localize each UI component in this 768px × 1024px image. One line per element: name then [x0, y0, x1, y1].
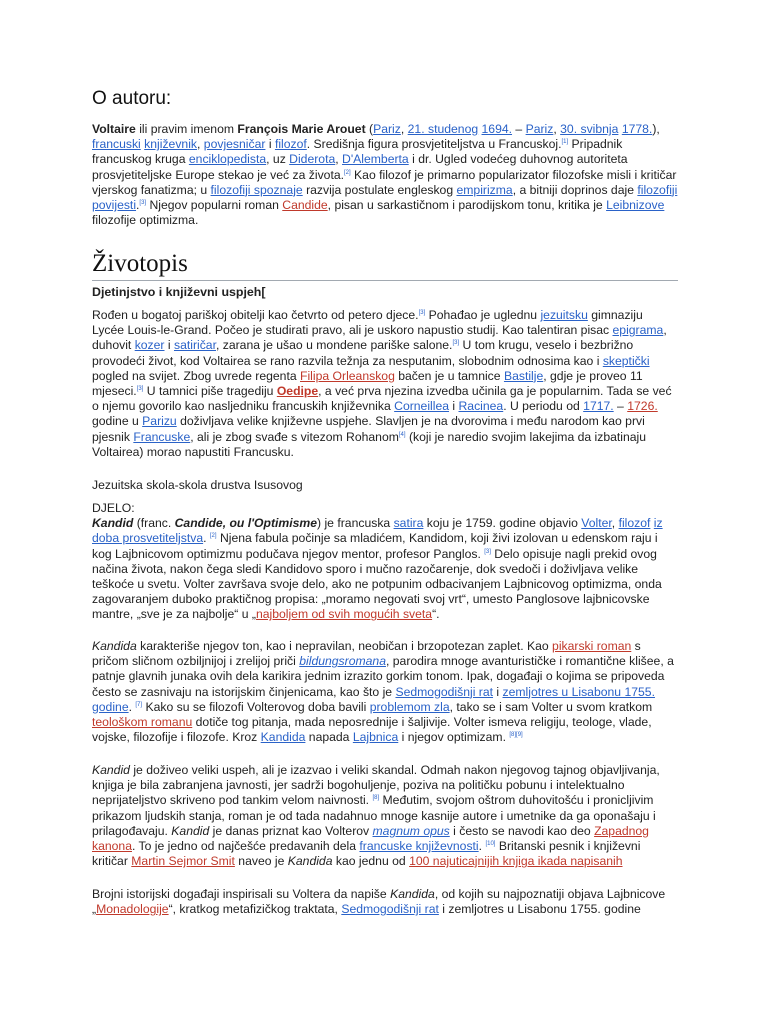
text: , gdje je proveo 11 mjeseci.	[92, 368, 643, 399]
reference[interactable]: [2]	[344, 169, 351, 176]
text: i	[449, 399, 459, 414]
link-najboljem-sveta[interactable]: najboljem od svih mogućih sveta	[255, 607, 433, 622]
text: je doživeo veliki uspeh, ali je izazvao i veliki skandal. Odmah nakon njegovog tajnog objavljivanja, knjiga je bila zabranjena javnosti, jer sadrži bogohuljenje, poziva na političku pobunu i intelektualno neprijateljstvo skriveno pod tankim velom naivnosti.	[92, 763, 660, 808]
text: U tamnici piše tragediju	[143, 384, 277, 399]
text: ,	[197, 137, 204, 152]
text: , od kojih su najpoznatiji objava Lajbnicove „	[92, 887, 666, 917]
text: , parodira mnoge avanturističke i romantične klišee, a patnje glavnih junaka ovih dela karikira jednim izrazito gorkim tonom. Ipak, događaji o kojima se pripoveda često se zasnivaju na istorijskim činjenicama, kao što je	[92, 654, 674, 699]
text: .	[136, 198, 140, 213]
link-knjizevnik[interactable]: književnik	[144, 137, 198, 152]
text: dotiče tog pitanja, mada neposrednije i šaljivije. Volter ismeva religiju, teologe, vlade, vojske, filozofije i filozofe. Kroz	[92, 715, 652, 745]
link-satiricar[interactable]: satiričar	[173, 338, 216, 353]
text: Brojni istorijski događaji inspirisali su Voltera da napiše	[92, 887, 391, 901]
text: –	[512, 122, 526, 136]
link-corneillea[interactable]: Corneillea	[394, 399, 450, 414]
text: “, kratkog metafizičkog traktata,	[168, 902, 342, 917]
link-filozof[interactable]: filozof	[274, 137, 307, 152]
text: , a već prva njezina izvedba učinila ga je popularnim. Tada se već o njemu govorilo kao nasljedniku francuskih književnika	[92, 384, 672, 414]
text: godine u	[92, 414, 143, 429]
text: .	[128, 699, 136, 714]
reference[interactable]: [3]	[484, 548, 491, 555]
link-parizu[interactable]: Parizu	[142, 414, 177, 429]
link-pariz-2[interactable]: Pariz	[525, 122, 554, 136]
text: , tako se i sam Volter u svom kratkom	[449, 699, 653, 714]
link-date[interactable]: 21. studenog	[407, 122, 479, 136]
text: i zemljotres u Lisabonu 1755. godine	[438, 902, 641, 917]
link-magnum-opus[interactable]: magnum opus	[372, 823, 450, 838]
subsection-heading: Djetinjstvo i književni uspjeh[	[92, 285, 266, 299]
link-oedipe[interactable]: Oedipe	[276, 384, 319, 399]
text: .	[203, 531, 210, 546]
text: ,	[611, 516, 619, 531]
link-lajbnica[interactable]: Lajbnica	[352, 730, 399, 745]
text: , zarana je ušao u mondene pariške salone.	[215, 338, 453, 353]
link-pikarski-roman[interactable]: pikarski roman	[552, 639, 632, 653]
text: , ali je zbog svađe s vitezom Rohanom	[190, 429, 399, 444]
link-empirizma[interactable]: empirizma	[456, 182, 513, 197]
text: filozofije optimizma.	[92, 213, 199, 228]
link-francuske[interactable]: Francuske	[133, 429, 191, 444]
work-paragraph	[92, 501, 678, 623]
reference[interactable]: [8]	[372, 795, 380, 802]
text: . Središnja figura prosvjetiteljstva u Francuskoj.	[306, 137, 562, 152]
bold-fullname: François Marie Arouet	[237, 122, 366, 136]
text: , pisan u sarkastičnom i parodijskom tonu, kritika je	[327, 198, 607, 213]
text: ) je francuska	[317, 516, 394, 531]
text: ,	[400, 122, 408, 136]
link-jezuitsku[interactable]: jezuitsku	[540, 308, 588, 322]
reference[interactable]: [8]	[509, 732, 517, 739]
intro-paragraph	[92, 122, 678, 228]
text: ),	[652, 122, 660, 136]
italic-title: Kandida	[390, 887, 435, 901]
reference[interactable]: [10]	[485, 840, 496, 847]
text: Kao filozof je primarno popularizator filozofske misli i kritičar vjerskog fanatizma; u	[92, 167, 677, 197]
bold-title: Kandid	[92, 516, 134, 531]
text: ili pravim imenom	[135, 122, 238, 136]
link-sedmogodisnji-rat[interactable]: Sedmogodišnji rat	[395, 684, 494, 699]
link-1694[interactable]: 1694.	[481, 122, 513, 136]
reference[interactable]: [1]	[561, 139, 569, 146]
link-francuske-knjizevnosti[interactable]: francuske književnosti	[359, 839, 479, 854]
text: Njena fabula počinje sa mladićem, Kandidom, koji živi izolovan u edenskom raju i kog Lajbnicovom optimizmu podučava njegov mentor, profesor Panglos.	[92, 531, 658, 561]
inspiration-paragraph	[92, 887, 678, 917]
text: je danas priznat kao Volterov	[209, 823, 373, 838]
link-filipa-orleanskog[interactable]: Filipa Orleanskog	[300, 368, 395, 383]
link-martin-sejmor-smit[interactable]: Martin Sejmor Smit	[131, 854, 235, 869]
style-paragraph	[92, 639, 678, 745]
link-diderota[interactable]: Diderota	[289, 152, 336, 167]
reference[interactable]: [9]	[516, 732, 523, 739]
link-satira[interactable]: satira	[393, 516, 424, 531]
text: Britanski pesnik i književni kritičar	[92, 839, 641, 869]
text: –	[613, 399, 628, 414]
text: ,	[553, 122, 561, 136]
text: kao jednu od	[332, 854, 410, 869]
section-heading-zivotopis: Životopis	[92, 250, 678, 281]
text: , duhovit	[92, 323, 667, 353]
link-filozof-2[interactable]: filozof	[618, 516, 651, 531]
text: ,	[335, 152, 343, 167]
link-candide[interactable]: Candide	[282, 198, 328, 213]
link-enciklopedista[interactable]: enciklopedista	[188, 152, 267, 167]
link-racinea[interactable]: Racinea	[458, 399, 504, 414]
text: i dr. Ugled vodećeg duhovnog autoriteta prosvjetiteljske Europe stekao je već za života.	[92, 152, 628, 182]
text: napada	[305, 730, 353, 745]
bold-original-title: Candide, ou l'Optimisme	[174, 516, 318, 531]
text: (	[365, 122, 374, 136]
text: , uz	[266, 152, 290, 167]
text: i njegov optimizam.	[398, 730, 510, 745]
text: Pohađao je uglednu	[425, 308, 541, 322]
text: doživljava velike književne uspjehe. Slavljen je na dvorovima i među narodom kao prvi pjesnik	[92, 414, 645, 444]
link-dalemberta[interactable]: D'Alemberta	[342, 152, 409, 167]
text: i	[265, 137, 275, 152]
reference[interactable]: [3]	[139, 199, 147, 206]
text: Delo opisuje nagli prekid ovog načina života, nakon čega sledi Kandidovo sporo i mučno razočarenje, dok svedoči i doživljava velike teškoće u svetu. Volter završava svoje delo, ako ne potpunim odbacivanjem Lajbnicovog optimizma, onda zagovaranjem duboko praktičnog propisa: „moramo negovati svoj vrt“, umesto Panglosove lajbnicovske mantre, „sve je za najbolje“ u „	[92, 546, 662, 622]
link-filozofiji-povijesti[interactable]: filozofiji povijesti	[92, 182, 678, 213]
section-heading-about-author: O autoru:	[92, 88, 172, 109]
text: (koji je naredio svojim lakejima da izbatinaju Voltairea) morao napustiti Francusku.	[92, 429, 647, 459]
link-zemljotres[interactable]: zemljotres u Lisabonu 1755. godine	[92, 684, 655, 714]
link-100-knjiga[interactable]: 100 najuticajnijih knjiga ikada napisanih	[409, 854, 623, 869]
text: pogled na svijet. Zbog uvrede regenta	[92, 368, 301, 383]
link-francuski[interactable]: francuski	[92, 137, 141, 152]
link-povjesnicar[interactable]: povjesničar	[203, 137, 266, 152]
link-skepticki[interactable]: skeptički	[602, 353, 650, 368]
djelo-label: DJELO:	[92, 501, 135, 515]
text: bačen je u tamnice	[394, 368, 504, 383]
reference[interactable]: [2]	[209, 533, 217, 540]
link-sedmogodisnji-rat-2[interactable]: Sedmogodišnji rat	[341, 902, 439, 917]
italic-title: Kandid	[171, 823, 210, 838]
link-bastilje[interactable]: Bastilje	[503, 368, 544, 383]
text: gimnaziju Lycée Louis-le-Grand. Počeo je studirati pravo, ali je uskoro napustio studij. Kao talentiran pisac	[92, 308, 643, 338]
link-1778[interactable]: 1778.	[621, 122, 653, 136]
reference[interactable]: [7]	[135, 701, 143, 708]
link-problemom-zla[interactable]: problemom zla	[369, 699, 450, 714]
reference[interactable]: [3]	[452, 340, 460, 347]
link-leibnizove[interactable]: Leibnizove	[606, 198, 665, 213]
reference[interactable]: [3]	[136, 385, 144, 392]
text: Kako su se filozofi Volterovog doba bavili	[142, 699, 370, 714]
text: . To je jedno od najčešće predavanih dela	[131, 839, 360, 854]
link-zapadnog-kanona[interactable]: Zapadnog kanona	[92, 823, 649, 854]
text: i	[493, 684, 503, 699]
link-epigrama[interactable]: epigrama	[612, 323, 664, 338]
link-1726[interactable]: 1726.	[627, 399, 658, 414]
link-kozer[interactable]: kozer	[134, 338, 165, 353]
link-1717[interactable]: 1717.	[583, 399, 614, 414]
link-iz-doba-prosvetiteljstva[interactable]: iz doba prosvetiteljstva	[92, 516, 663, 546]
link-monadologije[interactable]: Monadologije	[96, 902, 169, 917]
school-note: Jezuitska skola-skola drustva Isusovog	[92, 478, 303, 492]
text: Rođen u bogatoj pariškoj obitelji kao četvrto od petero djece.	[92, 308, 419, 322]
text: , a bitniji doprinos daje	[512, 182, 638, 197]
italic-title: Kandida	[287, 854, 333, 869]
text: Pripadnik francuskog kruga	[92, 137, 623, 167]
text: . U periodu od	[503, 399, 584, 414]
text: Njegov popularni roman	[146, 198, 283, 213]
reference[interactable]: [4]	[398, 431, 406, 438]
text: “.	[432, 607, 440, 622]
reception-paragraph	[92, 763, 678, 869]
reference[interactable]: [3]	[418, 309, 426, 316]
text: .	[478, 839, 486, 854]
text: U tom krugu, veselo i bezbrižno provodeći život, kod Voltairea se rano razvila težnja za nesputanim, slobodnim odnosima kao i	[92, 338, 634, 368]
text: karakteriše njegov ton, kao i nepravilan, neobičan i brzopotezan zaplet. Kao	[136, 639, 553, 653]
text: Međutim, svojom oštrom duhovitošću i pronicljivim prikazom ljudskih stanja, roman je od tada nadahnuo mnoge kasnije autore i umetnike da ga oponašaju i prilagođavaju.	[92, 793, 656, 838]
biography-paragraph	[92, 308, 678, 460]
italic-title: Kandida	[92, 639, 137, 653]
text: i često se navodi kao deo	[449, 823, 595, 838]
text: s pričom sličnom ozbiljnijoj i zrelijoj priči	[92, 639, 641, 669]
text: razvija postulate engleskog	[302, 182, 457, 197]
link-filozofiji-spoznaje[interactable]: filozofiji spoznaje	[210, 182, 303, 197]
text: (franc.	[133, 516, 175, 531]
link-volter[interactable]: Volter	[581, 516, 612, 531]
link-teoloskom-romanu[interactable]: teološkom romanu	[92, 715, 193, 730]
link-kandida[interactable]: Kandida	[260, 730, 306, 745]
text: i	[164, 338, 174, 353]
bold-name: Voltaire	[92, 122, 136, 136]
italic-title: Kandid	[92, 763, 130, 777]
text: naveo je	[234, 854, 288, 869]
link-pariz[interactable]: Pariz	[373, 122, 401, 136]
link-bildungsromana[interactable]: bildungsromana	[299, 654, 386, 669]
text: koju je 1759. godine objavio	[423, 516, 582, 531]
link-30-svibnja[interactable]: 30. svibnja	[560, 122, 619, 136]
